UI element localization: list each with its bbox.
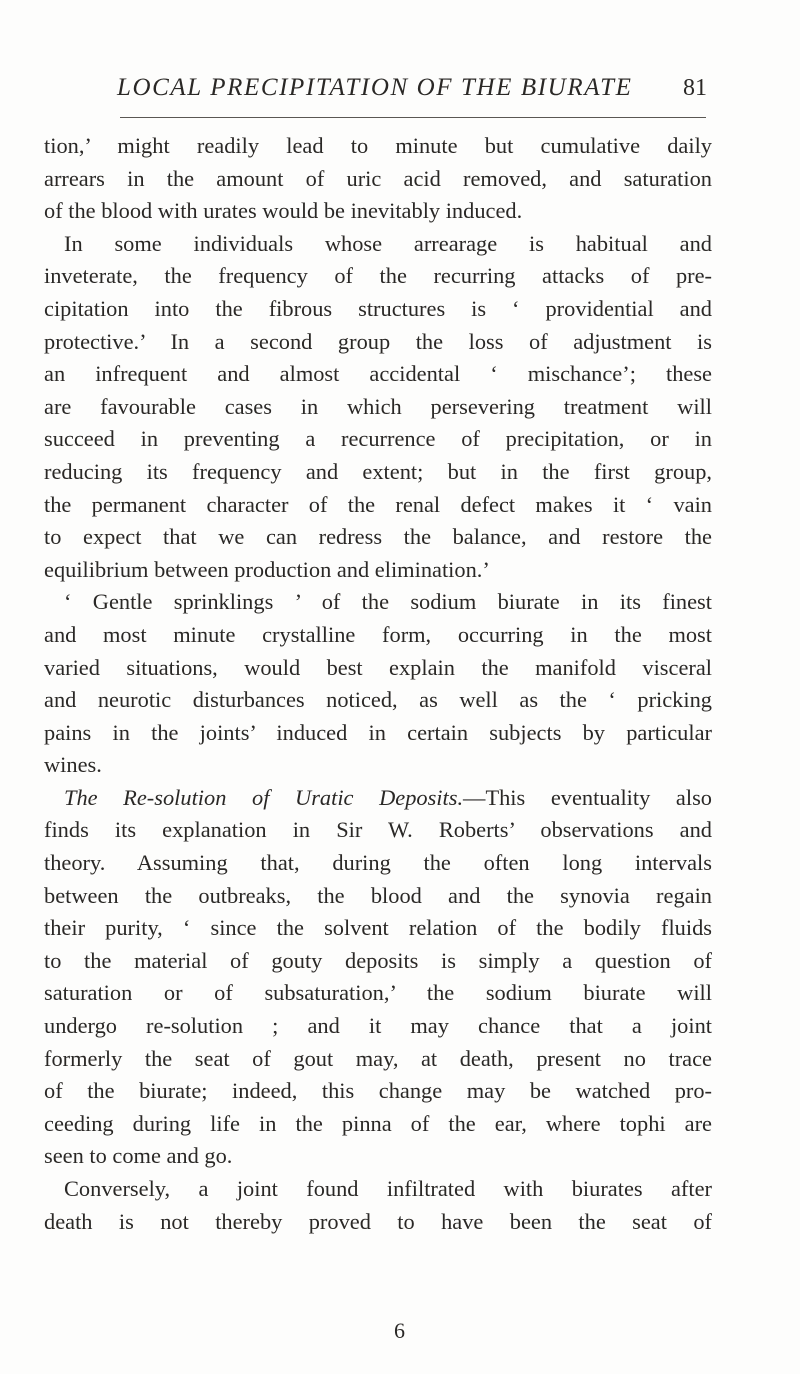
- text-line: formerly the seat of gout may, at death, present no trace: [44, 1045, 712, 1071]
- text-line: an infrequent and almost accidental ‘ mischance’; these: [44, 361, 712, 387]
- text-line: and neurotic disturbances noticed, as well as the ‘ pricking: [44, 687, 712, 713]
- text-line: varied situations, would best explain the manifold visceral: [44, 654, 712, 680]
- text-line: to expect that we can redress the balance, and restore the: [44, 524, 712, 550]
- paragraph-start-line: Conversely, a joint found infiltrated with biurates after: [64, 1176, 712, 1201]
- running-head: LOCAL PRECIPITATION OF THE BIURATE: [117, 74, 633, 101]
- page-number: 81: [683, 75, 707, 101]
- text-line: and most minute crystalline form, occurring in the most: [44, 621, 712, 647]
- text-line: their purity, ‘ since the solvent relation of the bodily fluids: [44, 915, 712, 941]
- text-line: arrears in the amount of uric acid removed, and saturation: [44, 165, 712, 191]
- text-line: finds its explanation in Sir W. Roberts’ observations and: [44, 817, 712, 843]
- text-line: of the blood with urates would be inevitably induced.: [44, 198, 523, 224]
- text-line: of the biurate; indeed, this change may be watched pro-: [44, 1078, 712, 1104]
- text-line: protective.’ In a second group the loss of adjustment is: [44, 328, 712, 354]
- text-line: equilibrium between production and elimination.’: [44, 556, 490, 582]
- paragraph-start-line: In some individuals whose arrearage is habitual and: [64, 230, 712, 256]
- text-line: the permanent character of the renal defect makes it ‘ vain: [44, 491, 712, 517]
- text-line: between the outbreaks, the blood and the synovia regain: [44, 882, 712, 908]
- text-line: pains in the joints’ induced in certain subjects by particular: [44, 719, 712, 745]
- text-line: succeed in preventing a recurrence of precipitation, or in: [44, 426, 712, 452]
- text-line: are favourable cases in which persevering treatment will: [44, 393, 712, 419]
- text-line: reducing its frequency and extent; but in the first group,: [44, 458, 712, 484]
- text-line: inveterate, the frequency of the recurring attacks of pre-: [44, 263, 712, 289]
- text-line: ceeding during life in the pinna of the ear, where tophi are: [44, 1110, 712, 1136]
- section-title: The Re-solution of Uratic Deposits.: [64, 784, 464, 810]
- paragraph-start-line: ‘ Gentle sprinklings ’ of the sodium biurate in its finest: [64, 589, 712, 615]
- text-line: to the material of gouty deposits is simply a question of: [44, 947, 712, 973]
- section-heading-line: [44, 782, 712, 815]
- section-first-line-text: —This eventuality also: [463, 784, 712, 810]
- text-line: undergo re-solution ; and it may chance that a joint: [44, 1013, 712, 1039]
- text-line: theory. Assuming that, during the often long intervals: [44, 850, 712, 876]
- body-text: [44, 130, 712, 1238]
- page-header: [117, 74, 707, 114]
- text-line: tion,’ might readily lead to minute but cumulative daily: [44, 133, 712, 158]
- signature-mark: 6: [394, 1318, 405, 1343]
- text-line: cipitation into the fibrous structures is ‘ providential and: [44, 295, 712, 321]
- text-line: death is not thereby proved to have been the seat of: [44, 1208, 712, 1234]
- text-line: saturation or of subsaturation,’ the sodium biurate will: [44, 980, 712, 1006]
- text-line: seen to come and go.: [44, 1143, 233, 1169]
- header-rule: [120, 117, 706, 118]
- text-line: wines.: [44, 752, 102, 778]
